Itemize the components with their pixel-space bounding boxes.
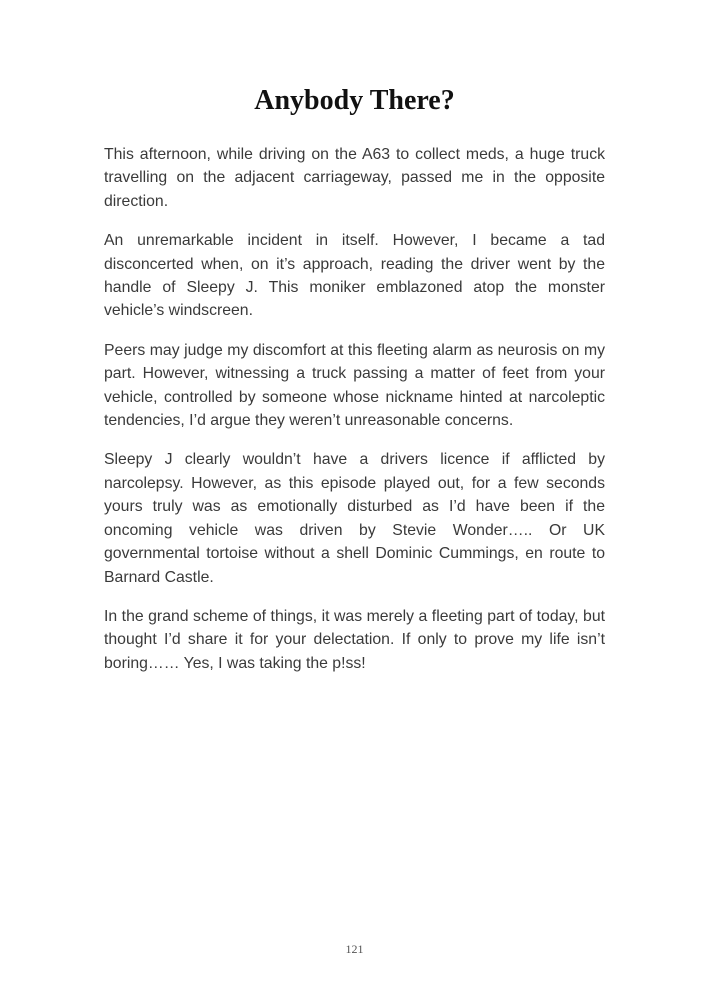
paragraph: An unremarkable incident in itself. However, I became a tad disconcerted when, on it’s approach, reading the driver went by the handle of Sleepy J. This moniker emblazoned atop the monster vehicle’s windscreen.: [104, 232, 605, 320]
paragraph: This afternoon, while driving on the A63 to collect meds, a huge truck travelling on the adjacent carriageway, passed me in the opposite direction.: [104, 146, 605, 210]
paragraph: In the grand scheme of things, it was merely a fleeting part of today, but thought I’d share it for your delectation. If only to prove my life isn’t boring…… Yes, I was taking the p!ss!: [104, 607, 605, 672]
paragraph: Peers may judge my discomfort at this fleeting alarm as neurosis on my part. However, witnessing a truck passing a matter of feet from your vehicle, controlled by someone whose nickname hinted at narcoleptic tendencies, I’d argue they weren’t unreasonable concerns.: [104, 341, 605, 430]
paragraph: Sleepy J clearly wouldn’t have a drivers licence if afflicted by narcolepsy. However, as this episode played out, for a few seconds yours truly was as emotionally disturbed as I’d have been if the oncoming vehicle was driven by Stevie Wonder….. Or UK governmental tortoise without a shell Dominic Cummings, en route to Barnard Castle.: [104, 451, 605, 586]
chapter-title: Anybody There?: [254, 85, 455, 116]
body-text: [104, 143, 605, 691]
page-number: 121: [345, 942, 364, 956]
